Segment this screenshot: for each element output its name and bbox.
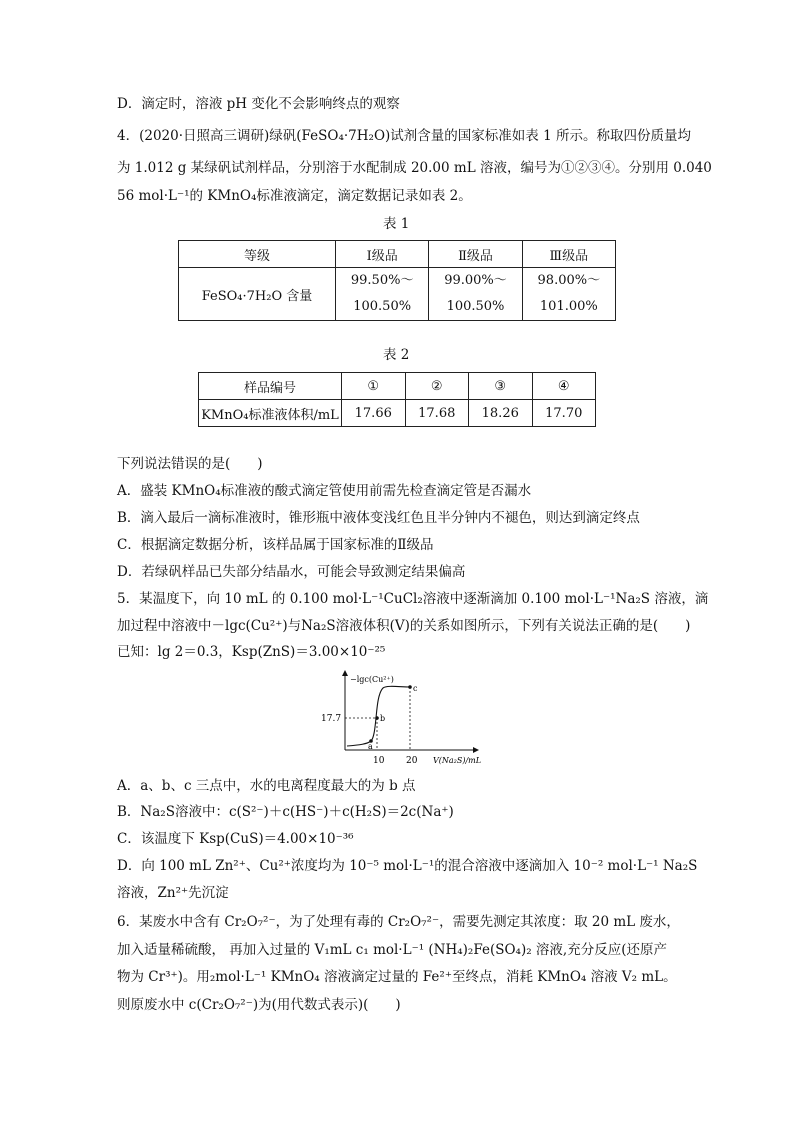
q5-option-c: C．该温度下 Ksp(CuS)＝4.00×10⁻³⁶: [117, 831, 354, 847]
point-b-label: b: [380, 714, 386, 723]
q5-stem-line1: 5．某温度下，向 10 mL 的 0.100 mol·L⁻¹CuCl₂溶液中逐渐滴加 0.100 mol·L⁻¹Na₂S 溶液，滴: [117, 591, 709, 607]
table1-cell: [429, 268, 522, 321]
y-axis-arrow: [342, 670, 348, 676]
q5-option-d-line2: 溶液，Zn²⁺先沉淀: [117, 885, 229, 901]
x-tick-label: 10: [373, 756, 385, 766]
q6-stem-line4: 则原废水中 c(Cr₂O₇²⁻)为(用代数式表示)( ): [117, 997, 401, 1013]
table2-caption: 表 2: [383, 347, 410, 363]
q4-option-d: D．若绿矾样品已失部分结晶水，可能会导致测定结果偏高: [117, 564, 466, 580]
table1-cell: [522, 268, 615, 321]
q4-stem-line1: 4．(2020·日照高三调研)绿矾(FeSO₄·7H₂O)试剂含量的国家标准如表 1 所示。称取四份质量均: [117, 128, 691, 144]
table2-row-label: KMnO₄标准液体积/mL: [199, 400, 342, 427]
table2-cell: 17.68: [405, 400, 469, 427]
q4-option-c: C．根据滴定数据分析，该样品属于国家标准的Ⅱ级品: [117, 537, 434, 553]
q4-stem-line2: 为 1.012 g 某绿矾试剂样品，分别溶于水配制成 20.00 mL 溶液，编号为①②③④。分别用 0.040: [117, 160, 712, 176]
table2: [198, 372, 596, 427]
q5-given: 已知：lg 2＝0.3，Ksp(ZnS)＝3.00×10⁻²⁵: [117, 644, 386, 660]
q6-stem-line2: 加入适量稀硫酸， 再加入过量的 V₁mL c₁ mol·L⁻¹ (NH₄)₂Fe(SO₄)₂ 溶液,充分反应(还原产: [117, 942, 667, 958]
table1-caption: 表 1: [383, 216, 410, 232]
table1-header-cell: Ⅰ级品: [336, 241, 429, 268]
range-high: 100.50%: [446, 299, 505, 314]
table2-cell: 17.66: [342, 400, 406, 427]
x-axis-arrow: [473, 747, 479, 753]
range-high: 100.50%: [353, 299, 412, 314]
point-a-label: a: [368, 742, 373, 751]
table2-cell: 17.70: [532, 400, 596, 427]
q4-stem-line3: 56 mol·L⁻¹的 KMnO₄标准液滴定，滴定数据记录如表 2。: [117, 188, 472, 204]
q6-stem-line3: 物为 Cr³⁺)。用₂mol·L⁻¹ KMnO₄ 溶液滴定过量的 Fe²⁺至终点，消耗 KMnO₄ 溶液 V₂ mL。: [117, 969, 677, 985]
titration-graph: [315, 668, 485, 768]
q5-option-b: B．Na₂S溶液中：c(S²⁻)＋c(HS⁻)＋c(H₂S)＝2c(Na⁺): [117, 804, 454, 820]
range-low: 99.00%～: [444, 273, 507, 288]
q5-option-d-line1: D．向 100 mL Zn²⁺、Cu²⁺浓度均为 10⁻⁵ mol·L⁻¹的混合溶液中逐滴加入 10⁻² mol·L⁻¹ Na₂S: [117, 858, 698, 874]
table1-row-label: FeSO₄·7H₂O 含量: [179, 268, 336, 321]
table2-header-cell: ④: [532, 373, 596, 400]
table1-cell: [336, 268, 429, 321]
table2-header-cell: 样品编号: [199, 373, 342, 400]
q4-option-a: A．盛装 KMnO₄标准液的酸式滴定管使用前需先检查滴定管是否漏水: [117, 483, 532, 499]
y-axis-label: −lgc(Cu²⁺): [350, 675, 394, 684]
x-tick-label: 20: [406, 756, 418, 766]
q4-question: 下列说法错误的是( ): [117, 456, 263, 472]
range-low: 98.00%～: [537, 273, 601, 288]
q6-stem-line1: 6．某废水中含有 Cr₂O₇²⁻，为了处理有毒的 Cr₂O₇²⁻，需要先测定其浓度：取 20 mL 废水，: [117, 914, 680, 930]
q3-option-d: D．滴定时，溶液 pH 变化不会影响终点的观察: [117, 96, 400, 112]
point-c-label: c: [413, 684, 418, 693]
table2-cell: 18.26: [469, 400, 533, 427]
table2-header-cell: ③: [469, 373, 533, 400]
q4-option-b: B．滴入最后一滴标准液时，锥形瓶中液体变浅红色且半分钟内不褪色，则达到滴定终点: [117, 510, 640, 526]
point-c: [408, 685, 412, 689]
table2-header-cell: ②: [405, 373, 469, 400]
q5-option-a: A．a、b、c 三点中，水的电离程度最大的为 b 点: [117, 778, 416, 794]
table2-header-cell: ①: [342, 373, 406, 400]
table1: [178, 240, 616, 321]
q5-stem-line2: 加过程中溶液中－lgc(Cu²⁺)与Na₂S溶液体积(V)的关系如图所示，下列有关说法正确的是( ): [117, 618, 691, 634]
table1-header-cell: 等级: [179, 241, 336, 268]
range-low: 99.50%～: [350, 273, 414, 288]
y-tick-label: 17.7: [321, 714, 342, 724]
table1-header-cell: Ⅲ级品: [522, 241, 615, 268]
titration-curve: [347, 686, 410, 746]
table1-header-cell: Ⅱ级品: [429, 241, 522, 268]
x-axis-label: V(Na₂S)/mL: [433, 756, 482, 765]
range-high: 101.00%: [539, 299, 598, 314]
point-b: [375, 716, 379, 720]
